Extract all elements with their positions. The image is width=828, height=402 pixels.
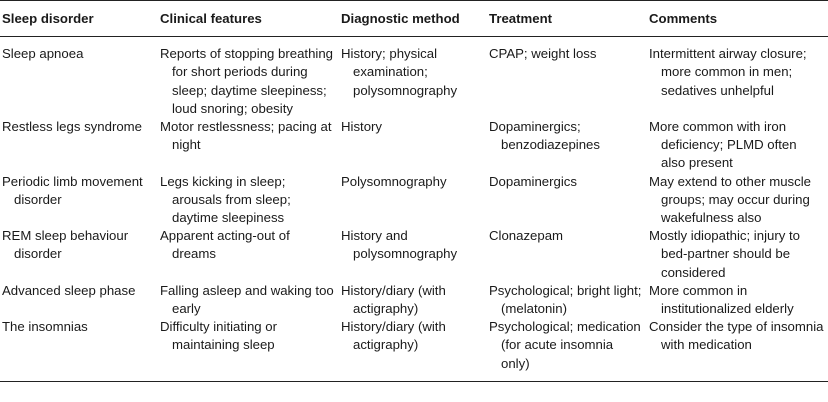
- cell-comments: Consider the type of insomnia with medication: [649, 319, 824, 353]
- cell-disorder: Periodic limb movement disorder: [2, 173, 143, 207]
- cell-clinical-features: Difficulty initiating or maintaining sleep: [160, 319, 278, 353]
- cell-diagnostic-method: History and polysomnography: [341, 228, 458, 262]
- table-row: [0, 318, 828, 381]
- cell-treatment: Psychological; bright light; (melatonin): [489, 282, 642, 317]
- cell-clinical-features: Reports of stopping breathing for short periods during sleep; daytime sleepiness; loud snoring; obesity: [160, 46, 334, 116]
- header-row: [0, 1, 828, 37]
- header-treatment: Treatment: [489, 11, 553, 26]
- cell-clinical-features: Falling asleep and waking too early: [160, 282, 334, 317]
- header-clinical-features: Clinical features: [160, 11, 262, 26]
- cell-treatment: Dopaminergics; benzodiazepines: [489, 119, 600, 153]
- cell-diagnostic-method: History; physical examination; polysomnography: [341, 46, 458, 98]
- cell-comments: Intermittent airway closure; more common in men; sedatives unhelpful: [649, 46, 807, 98]
- cell-clinical-features: Motor restlessness; pacing at night: [160, 119, 332, 153]
- cell-diagnostic-method: History/diary (with actigraphy): [341, 282, 446, 317]
- cell-treatment: Psychological; medication (for acute insomnia only): [489, 319, 641, 371]
- cell-comments: More common in institutionalized elderly: [649, 282, 794, 317]
- table-row: [0, 227, 828, 282]
- table-row: [0, 173, 828, 228]
- header-diagnostic-method: Diagnostic method: [341, 11, 460, 26]
- cell-comments: Mostly idiopathic; injury to bed-partner should be considered: [649, 228, 800, 280]
- cell-disorder: The insomnias: [2, 319, 88, 335]
- table-row: [0, 282, 828, 318]
- cell-disorder: Advanced sleep phase: [2, 282, 136, 298]
- cell-comments: May extend to other muscle groups; may occur during wakefulness also: [649, 173, 811, 226]
- header-sleep-disorder: Sleep disorder: [2, 11, 94, 26]
- cell-disorder: REM sleep behaviour disorder: [2, 228, 129, 262]
- cell-disorder: Restless legs syndrome: [2, 119, 142, 135]
- cell-diagnostic-method: History: [341, 119, 383, 135]
- header-comments: Comments: [649, 11, 718, 26]
- cell-diagnostic-method: History/diary (with actigraphy): [341, 319, 446, 353]
- table-row: [0, 37, 828, 118]
- table-row: [0, 118, 828, 173]
- cell-comments: More common with iron deficiency; PLMD often also present: [649, 119, 797, 171]
- cell-treatment: Clonazepam: [489, 228, 564, 244]
- cell-diagnostic-method: Polysomnography: [341, 173, 447, 189]
- cell-treatment: CPAP; weight loss: [489, 46, 597, 62]
- cell-treatment: Dopaminergics: [489, 173, 577, 189]
- cell-clinical-features: Legs kicking in sleep; arousals from sleep; daytime sleepiness: [160, 173, 291, 226]
- cell-clinical-features: Apparent acting-out of dreams: [160, 228, 290, 262]
- cell-disorder: Sleep apnoea: [2, 46, 84, 62]
